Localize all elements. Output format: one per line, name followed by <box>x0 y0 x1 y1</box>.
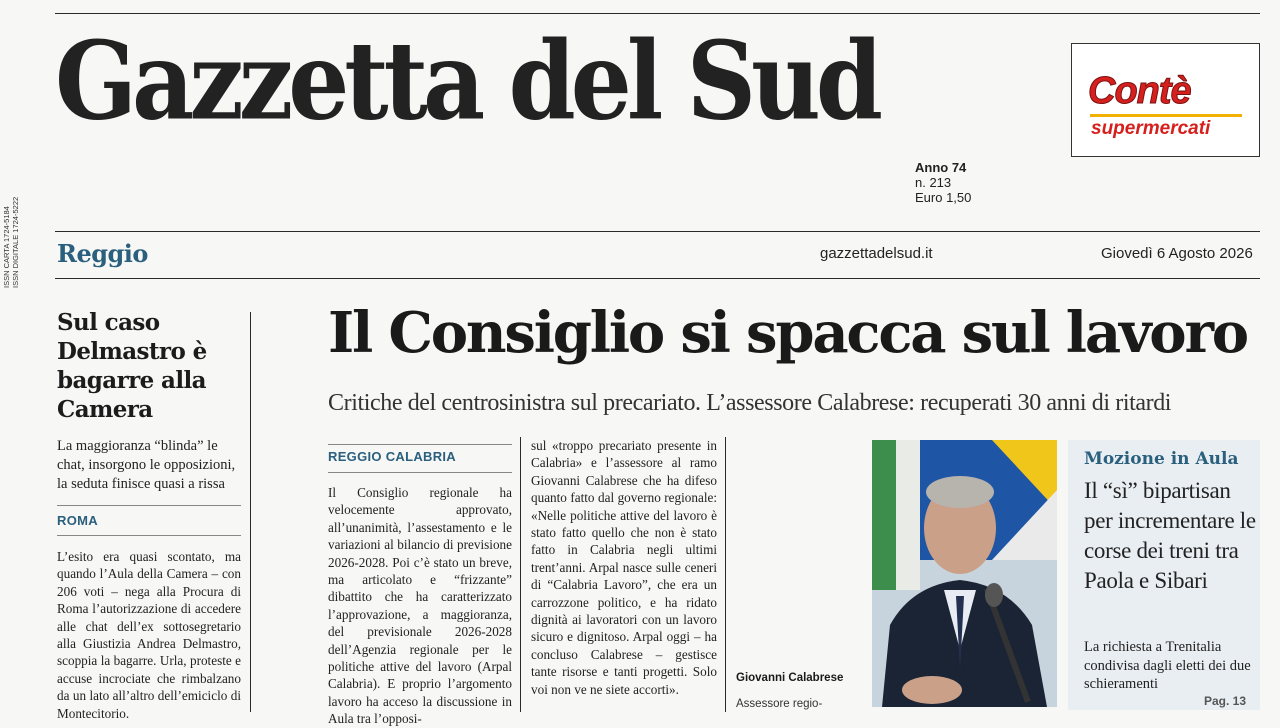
edition-date: Giovedì 6 Agosto 2026 <box>1101 245 1253 262</box>
left-story-rule <box>57 505 241 506</box>
photo-caption-role: Assessore regio- <box>736 698 823 710</box>
left-story-kicker: ROMA <box>57 513 98 528</box>
left-column-divider <box>250 312 251 712</box>
section-rule-top <box>55 231 1260 232</box>
left-story-headline[interactable]: Sul caso Delmastro è bagarre alla Camera <box>57 309 207 423</box>
top-rule <box>55 13 1260 14</box>
side-box-page-ref[interactable]: Pag. 13 <box>1204 694 1247 708</box>
main-headline[interactable]: Il Consiglio si spacca sul lavoro <box>328 300 1247 366</box>
issue-year: Anno 74 <box>915 160 967 175</box>
assessore-photo[interactable] <box>872 440 1057 707</box>
side-box-kicker: Mozione in Aula <box>1084 449 1239 469</box>
left-story-body: L’esito era quasi scontato, ma quando l’Aula della Camera – con 206 voti – nega alla Procura di Roma l’autorizzazione di accedere alle chat dell’ex sottosegretario alla Giustizia Andrea Delmastro, scoppia la bagarre. Urla, proteste e accuse incrociate che rimbalzano da un lato all’altro dell’emiciclo di Montecitorio. <box>57 549 241 721</box>
section-rule-bottom <box>55 278 1260 279</box>
masthead-title[interactable]: Gazzetta del Sud <box>55 17 878 145</box>
advertiser-brand: Contè <box>1088 70 1191 112</box>
main-body-col1: Il Consiglio regionale ha velocemente approvato, all’unanimità, l’assestamento e le variazioni al bilancio di previsione 2026-2028. Poi c’è stato un breve, ma articolato e “frizzante” dibattito che ha caratterizzato l’approvazione, a maggioranza, del previsionale 2026-2028 dell’Agenzia regionale per le politiche attive del lavoro (Arpal Calabria). E proprio l’argomento lavoro ha acceso la discussione in Aula tra l’opposi- <box>328 485 512 727</box>
issue-price: Euro 1,50 <box>915 190 972 205</box>
issn-digitale: ISSN DIGITALE 1724-5222 <box>11 196 20 288</box>
main-subhead: Critiche del centrosinistra sul precariato. L’assessore Calabrese: recuperati 30 anni di ritardi <box>328 390 1172 416</box>
main-body-col2: sul «troppo precariato presente in Calabria» e l’assessore al ramo Giovanni Calabrese che ha difeso quanto fatto dal governo regionale: «Nelle politiche attive del lavoro è stato fatto quello che non è stato fatto in Calabria negli ultimi trent’anni. Arpal nasce sulle ceneri di “Calabria Lavoro”, che era un carrozzone politico, e ha ridato dignità ai lavoratori con un lavoro sicuro e dignitoso. Arpal oggi – ha concluso Calabrese – gestisce tante risorse e tanti progetti. Solo voi non ve ne siete accorti». <box>531 438 717 697</box>
issue-number: n. 213 <box>915 175 952 190</box>
main-column-divider-2 <box>725 437 726 712</box>
issn-info <box>2 197 20 288</box>
assessore-portrait-illustration <box>872 440 1057 707</box>
advertiser-logo[interactable] <box>1071 43 1260 157</box>
main-kicker-rule-2 <box>328 472 512 473</box>
left-story-rule-2 <box>57 535 241 536</box>
issue-info <box>915 160 971 205</box>
main-column-divider <box>520 437 521 712</box>
left-story-dek: La maggioranza “blinda” le chat, insorgono le opposizioni, la seduta finisce quasi a rissa <box>57 438 236 492</box>
side-box-dek: La richiesta a Trenitalia condivisa dagli eletti dei due schieramenti <box>1084 639 1251 692</box>
main-kicker: REGGIO CALABRIA <box>328 449 456 464</box>
advertiser-bar <box>1090 114 1242 117</box>
issn-carta: ISSN CARTA 1724-5184 <box>2 206 11 288</box>
photo-caption-name: Giovanni Calabrese <box>736 672 844 684</box>
site-url[interactable]: gazzettadelsud.it <box>820 245 933 262</box>
main-kicker-rule <box>328 444 512 445</box>
advertiser-sub: supermercati <box>1091 118 1211 139</box>
side-box-headline[interactable]: Il “sì” bipartisan per incrementare le corse dei treni tra Paola e Sibari <box>1084 478 1256 593</box>
section-name[interactable]: Reggio <box>57 239 148 268</box>
